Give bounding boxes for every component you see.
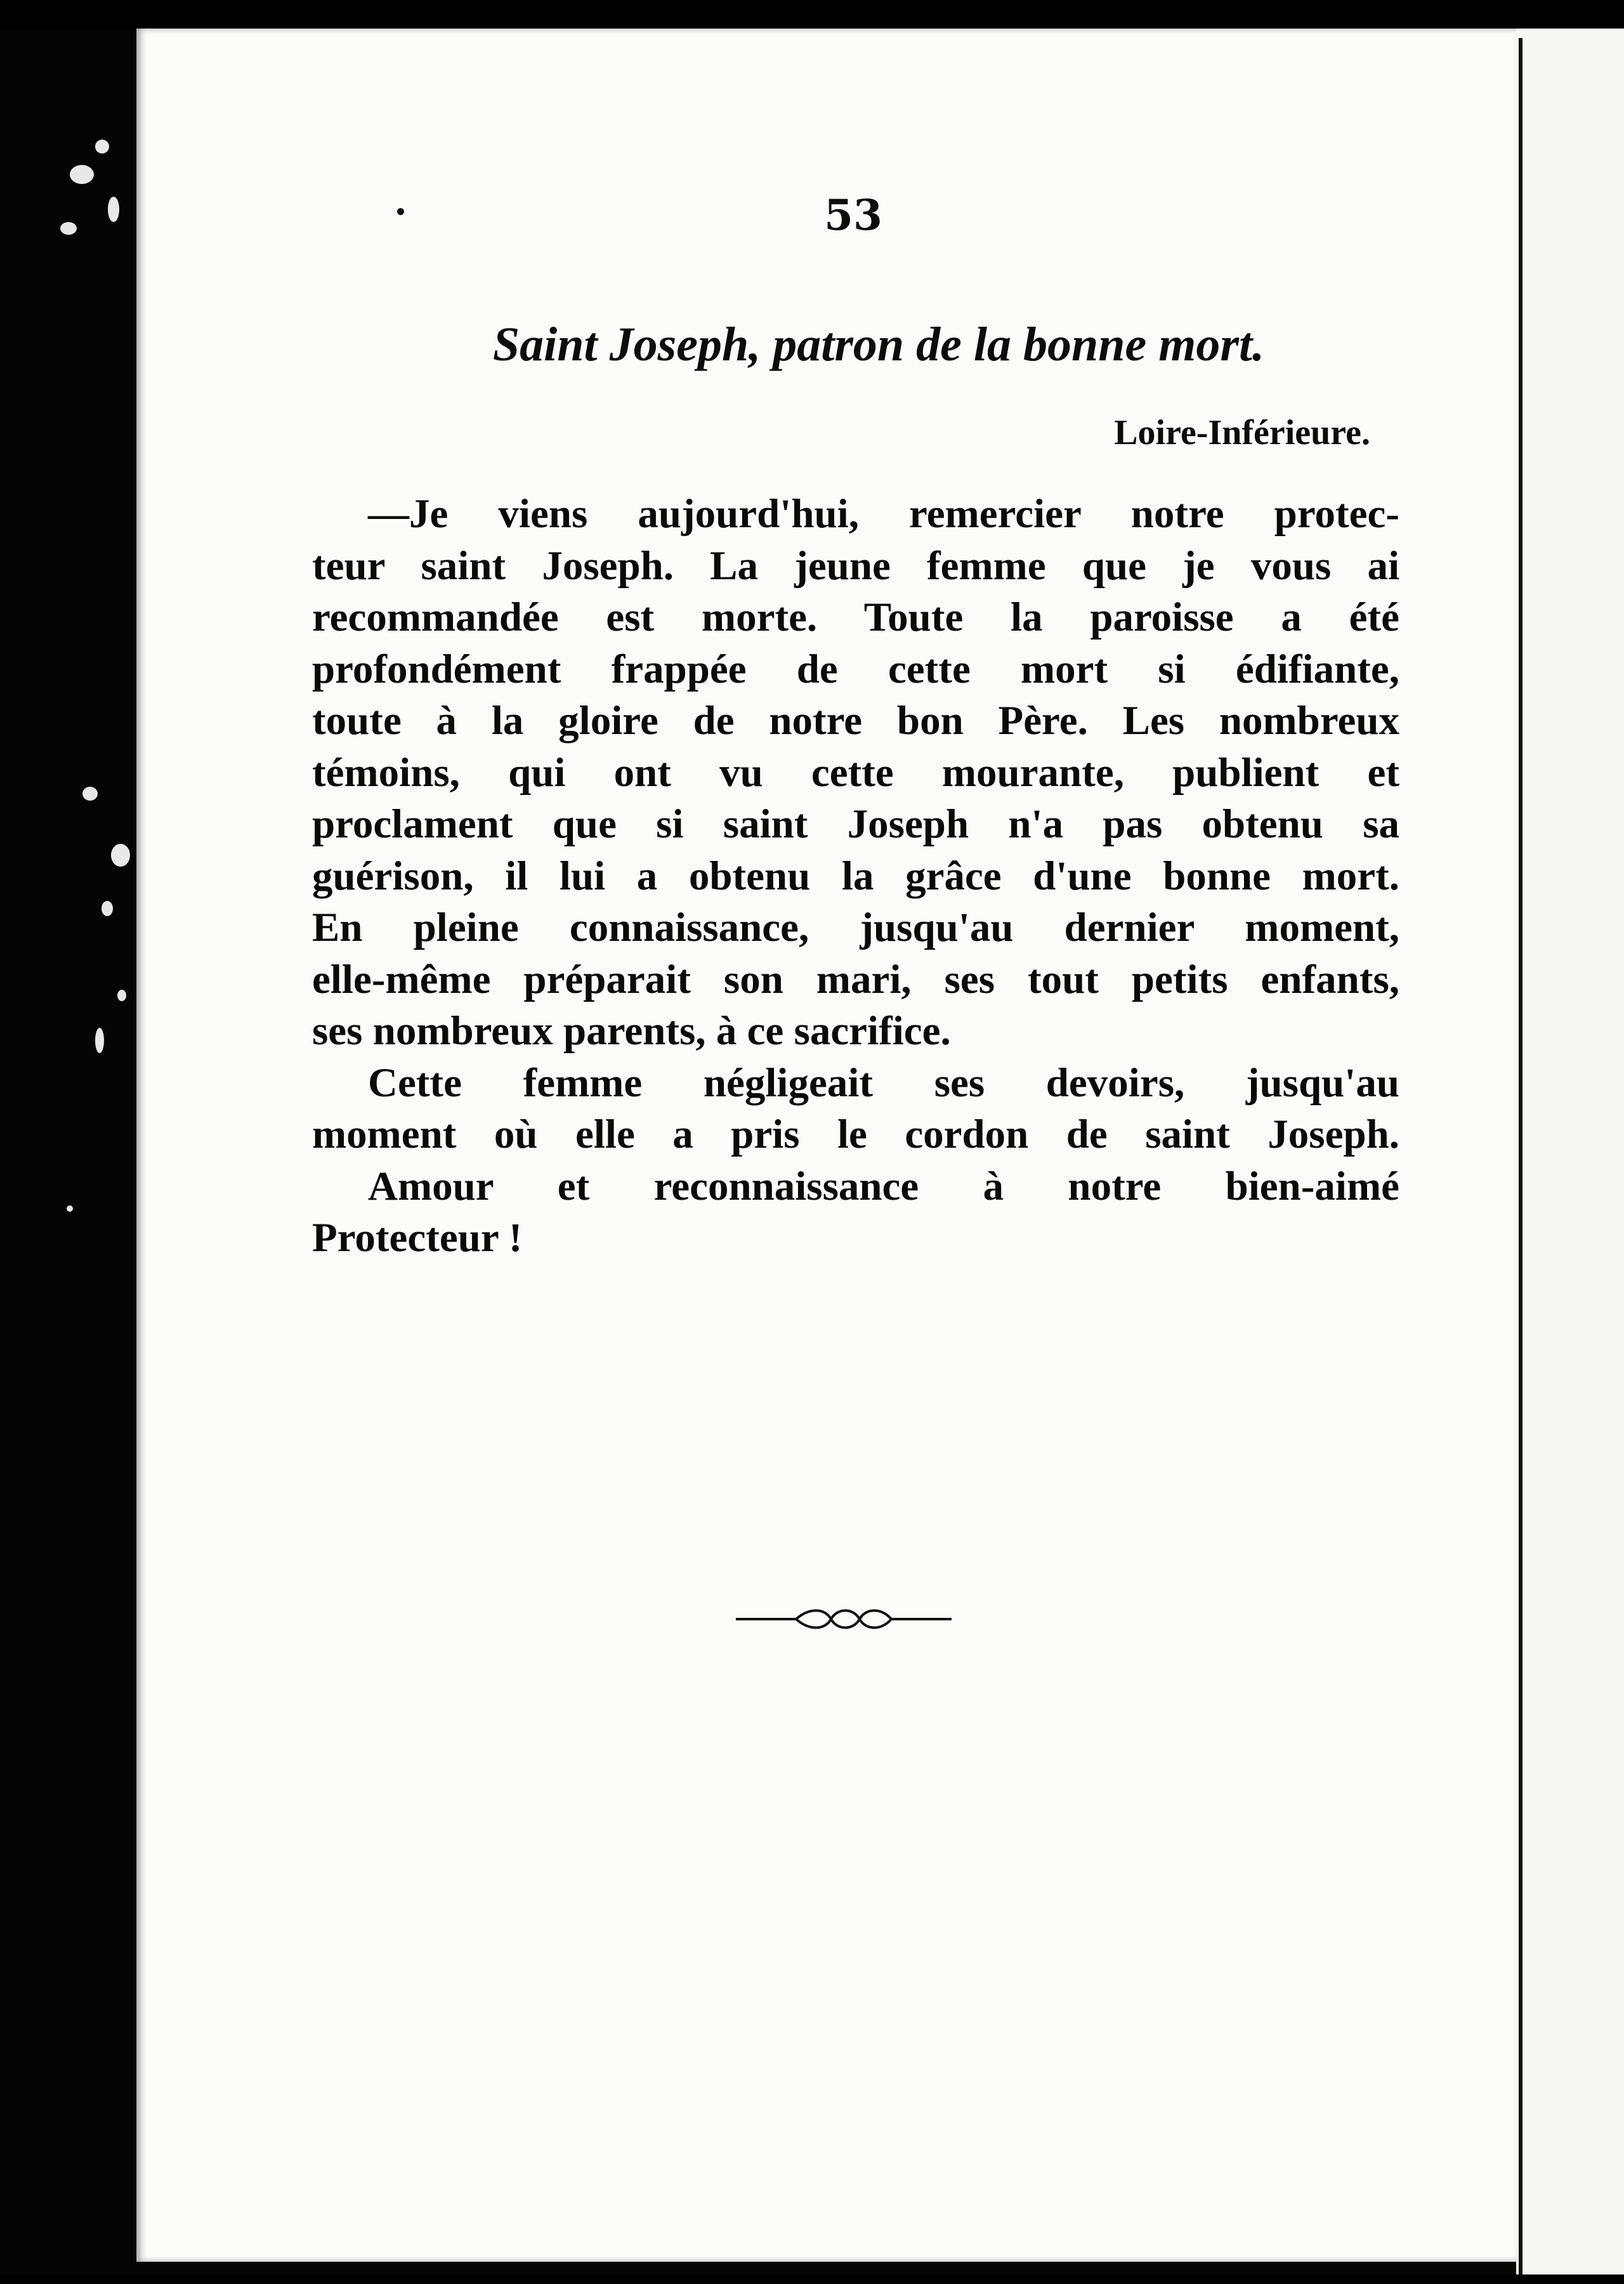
edge-speckle <box>108 197 119 222</box>
text-line: En pleine connaissance, jusqu'au dernier moment, <box>312 905 1399 950</box>
edge-speckle <box>70 165 94 184</box>
edge-speckle <box>67 1205 73 1212</box>
text-line: teur saint Joseph. La jeune femme que je vous ai <box>312 542 1399 589</box>
edge-speckle <box>117 990 126 1001</box>
edge-speckle <box>82 787 98 801</box>
edge-speckle <box>111 844 130 867</box>
page-fold-line <box>1519 38 1522 2278</box>
text-line: profondément frappée de cette mort si édifiante, <box>312 646 1399 692</box>
text-line: —Je viens aujourd'hui, remercier notre protec- <box>368 491 1399 537</box>
page-number: 53 <box>824 190 882 240</box>
ink-dot <box>397 208 404 215</box>
body-text <box>312 489 1399 1264</box>
scan-top-border <box>0 0 1624 30</box>
text-line: Protecteur ! <box>312 1215 523 1261</box>
text-line: témoins, qui ont vu cette mourante, publient et <box>312 749 1399 796</box>
text-line: elle-même préparait son mari, ses tout petits enfants, <box>312 956 1399 1002</box>
edge-speckle <box>102 901 113 916</box>
text-line: toute à la gloire de notre bon Père. Les nombreux <box>312 698 1399 744</box>
edge-speckle <box>60 222 77 235</box>
chapter-title: Saint Joseph, patron de la bonne mort. <box>492 318 1265 371</box>
text-line: recommandée est morte. Toute la paroisse a été <box>312 594 1399 640</box>
edge-speckle <box>95 1028 104 1053</box>
text-line: Amour et reconnaissance à notre bien-aimé <box>368 1163 1399 1209</box>
edge-speckle <box>95 140 109 154</box>
text-line: moment où elle a pris le cordon de saint Joseph. <box>312 1112 1399 1157</box>
text-line: ses nombreux parents, à ce sacrifice. <box>312 1008 951 1054</box>
text-line: proclament que si saint Joseph n'a pas obtenu sa <box>312 801 1399 847</box>
ornament-divider <box>736 1605 952 1633</box>
scan-bottom-border <box>0 2274 1624 2284</box>
text-line: Cette femme négligeait ses devoirs, jusqu'au <box>368 1060 1399 1106</box>
text-line: guérison, il lui a obtenu la grâce d'une bonne mort. <box>312 853 1399 899</box>
next-page-edge <box>1516 29 1624 2274</box>
location-heading: Loire-Inférieure. <box>1114 413 1370 452</box>
